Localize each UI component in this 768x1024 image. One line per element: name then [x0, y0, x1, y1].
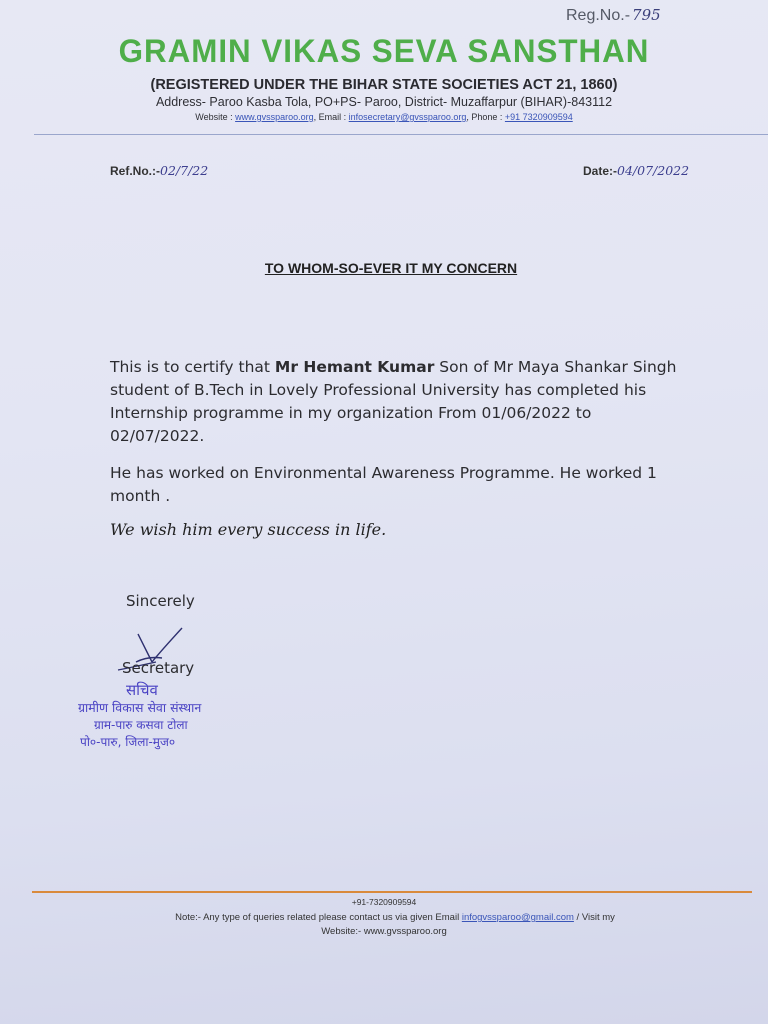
footer-divider [32, 891, 752, 893]
website-link[interactable]: www.gvssparoo.org [235, 112, 314, 122]
letter-date [583, 163, 689, 178]
footer-phone: +91-7320909594 [351, 897, 417, 907]
footer-note-text: Note:- Any type of queries related please contact us via given Email [175, 912, 462, 923]
email-link[interactable]: infosecretary@gvssparoo.org [348, 112, 467, 122]
reg-number-label: Reg.No.- [566, 7, 631, 24]
reference-number [110, 163, 208, 178]
closing-text: Sincerely [126, 592, 195, 610]
reg-number [566, 6, 661, 25]
stamp-line-2: ग्रामीण विकास सेवा संस्थान [78, 700, 202, 715]
certification-paragraph [110, 356, 680, 448]
footer-note [0, 912, 768, 923]
email-label: , Email : [313, 112, 349, 122]
p1-intro: This is to certify that [110, 358, 275, 376]
footer-email-link[interactable]: infogvssparoo@gmail.com [461, 912, 574, 923]
registration-line: (REGISTERED UNDER THE BIHAR STATE SOCIETIES ACT 21, 1860) [150, 77, 618, 93]
footer-note-end: / Visit my [573, 912, 615, 923]
address-line: Address- Paroo Kasba Tola, PO+PS- Paroo, District- Muzaffarpur (BIHAR)-843112 [155, 95, 613, 109]
reg-number-value: 795 [632, 6, 661, 24]
stamp-line-4: पो०-पारु, जिला-मुज० [80, 735, 176, 749]
phone-label: , Phone : [466, 112, 505, 122]
student-name: Mr Hemant Kumar [274, 358, 435, 376]
date-value: 04/07/2022 [617, 163, 690, 178]
wish-line: We wish him every success in life. [110, 520, 387, 539]
website-label: Website : [195, 112, 236, 122]
ref-value: 02/7/22 [160, 163, 209, 178]
date-label: Date:- [583, 164, 618, 178]
organization-name: GRAMIN VIKAS SEVA SANSTHAN [118, 33, 650, 69]
stamp-line-3: ग्राम-पारु कसवा टोला [94, 718, 188, 732]
ref-label: Ref.No.:- [110, 164, 160, 178]
footer-website: Website:- www.gvssparoo.org [321, 926, 447, 937]
letter-heading: TO WHOM-SO-EVER IT MY CONCERN [264, 260, 518, 276]
header-divider [34, 134, 768, 135]
contact-line [0, 112, 768, 122]
work-paragraph: He has worked on Environmental Awareness Programme. He worked 1 month . [110, 464, 657, 505]
stamp-line-1: सचिव [126, 681, 158, 699]
phone-link[interactable]: +91 7320909594 [504, 112, 573, 122]
organization-stamp [70, 680, 201, 750]
p1-rest: Son of Mr Maya Shankar Singh student of B.Tech in Lovely Professional University has completed his Internship programme in my organization From 01/06/2022 to 02/07/2022. [110, 358, 677, 445]
signatory-title: Secretary [122, 659, 195, 677]
